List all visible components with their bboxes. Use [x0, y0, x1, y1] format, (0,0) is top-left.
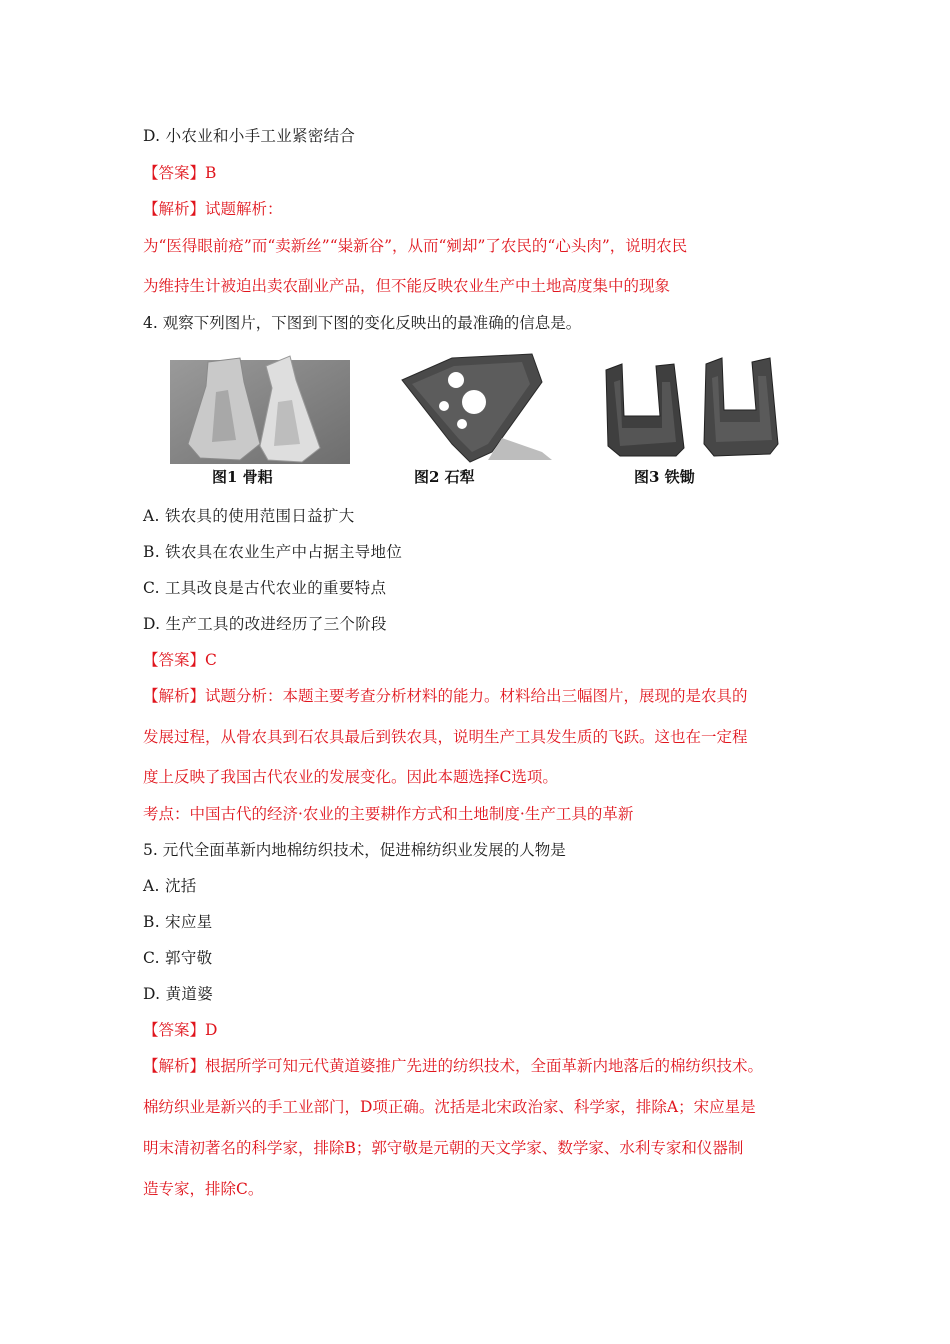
q5-analysis-line: 造专家，排除C。 [143, 1180, 264, 1198]
q4-question: 4. 观察下列图片，下图到下图的变化反映出的最准确的信息是。 [143, 314, 582, 332]
q4-analysis-line: 度上反映了我国古代农业的发展变化。因此本题选择C选项。 [143, 768, 558, 786]
q4-option-c: C. 工具改良是古代农业的重要特点 [143, 579, 387, 597]
q3-analysis-label: 【解析】试题解析： [143, 200, 283, 218]
stone-plough-image [392, 352, 572, 464]
q4-option-b: B. 铁农具在农业生产中占据主导地位 [143, 543, 403, 561]
q4-option-d: D. 生产工具的改进经历了三个阶段 [143, 615, 387, 633]
figure-iron-hoe [600, 352, 800, 492]
q5-option-c: C. 郭守敬 [143, 949, 213, 967]
figure-stone-plough [392, 352, 572, 492]
q5-analysis-line: 【解析】根据所学可知元代黄道婆推广先进的纺织技术，全面革新内地落后的棉纺织技术。 [143, 1057, 764, 1075]
q5-option-b: B. 宋应星 [143, 913, 213, 931]
q5-analysis-line: 明末清初著名的科学家，排除B；郭守敬是元朝的天文学家、数学家、水利专家和仪器制 [143, 1139, 744, 1157]
q4-option-a: A. 铁农具的使用范围日益扩大 [143, 507, 355, 525]
figure-caption: 图1 骨耜 [212, 468, 273, 486]
q3-analysis-line: 为“医得眼前疮”而“卖新丝”“粜新谷”，从而“剜却”了农民的“心头肉”，说明农民 [143, 237, 688, 255]
q5-option-d: D. 黄道婆 [143, 985, 214, 1003]
figure-caption: 图2 石犁 [414, 468, 475, 486]
q4-analysis-line: 【解析】试题分析：本题主要考查分析材料的能力。材料给出三幅图片，展现的是农具的 [143, 687, 748, 705]
q4-kaodian: 考点：中国古代的经济·农业的主要耕作方式和土地制度·生产工具的革新 [143, 805, 634, 823]
q5-question: 5. 元代全面革新内地棉纺织技术，促进棉纺织业发展的人物是 [143, 841, 566, 859]
q3-answer: 【答案】B [143, 164, 217, 182]
figure-caption: 图3 铁锄 [634, 468, 695, 486]
q5-analysis-line: 棉纺织业是新兴的手工业部门，D项正确。沈括是北宋政治家、科学家，排除A；宋应星是 [143, 1098, 756, 1116]
q3-option-d: D. 小农业和小手工业紧密结合 [143, 127, 356, 145]
q5-answer: 【答案】D [143, 1021, 218, 1039]
q3-analysis-line: 为维持生计被迫出卖农副业产品，但不能反映农业生产中土地高度集中的现象 [143, 277, 671, 295]
q4-analysis-line: 发展过程，从骨农具到石农具最后到铁农具，说明生产工具发生质的飞跃。这也在一定程 [143, 728, 748, 746]
figure-bone-spade [170, 352, 350, 492]
q5-option-a: A. 沈括 [143, 877, 197, 895]
q4-figures [170, 352, 810, 492]
bone-spade-image [170, 352, 350, 464]
iron-hoe-image [600, 352, 800, 464]
q4-answer: 【答案】C [143, 651, 217, 669]
